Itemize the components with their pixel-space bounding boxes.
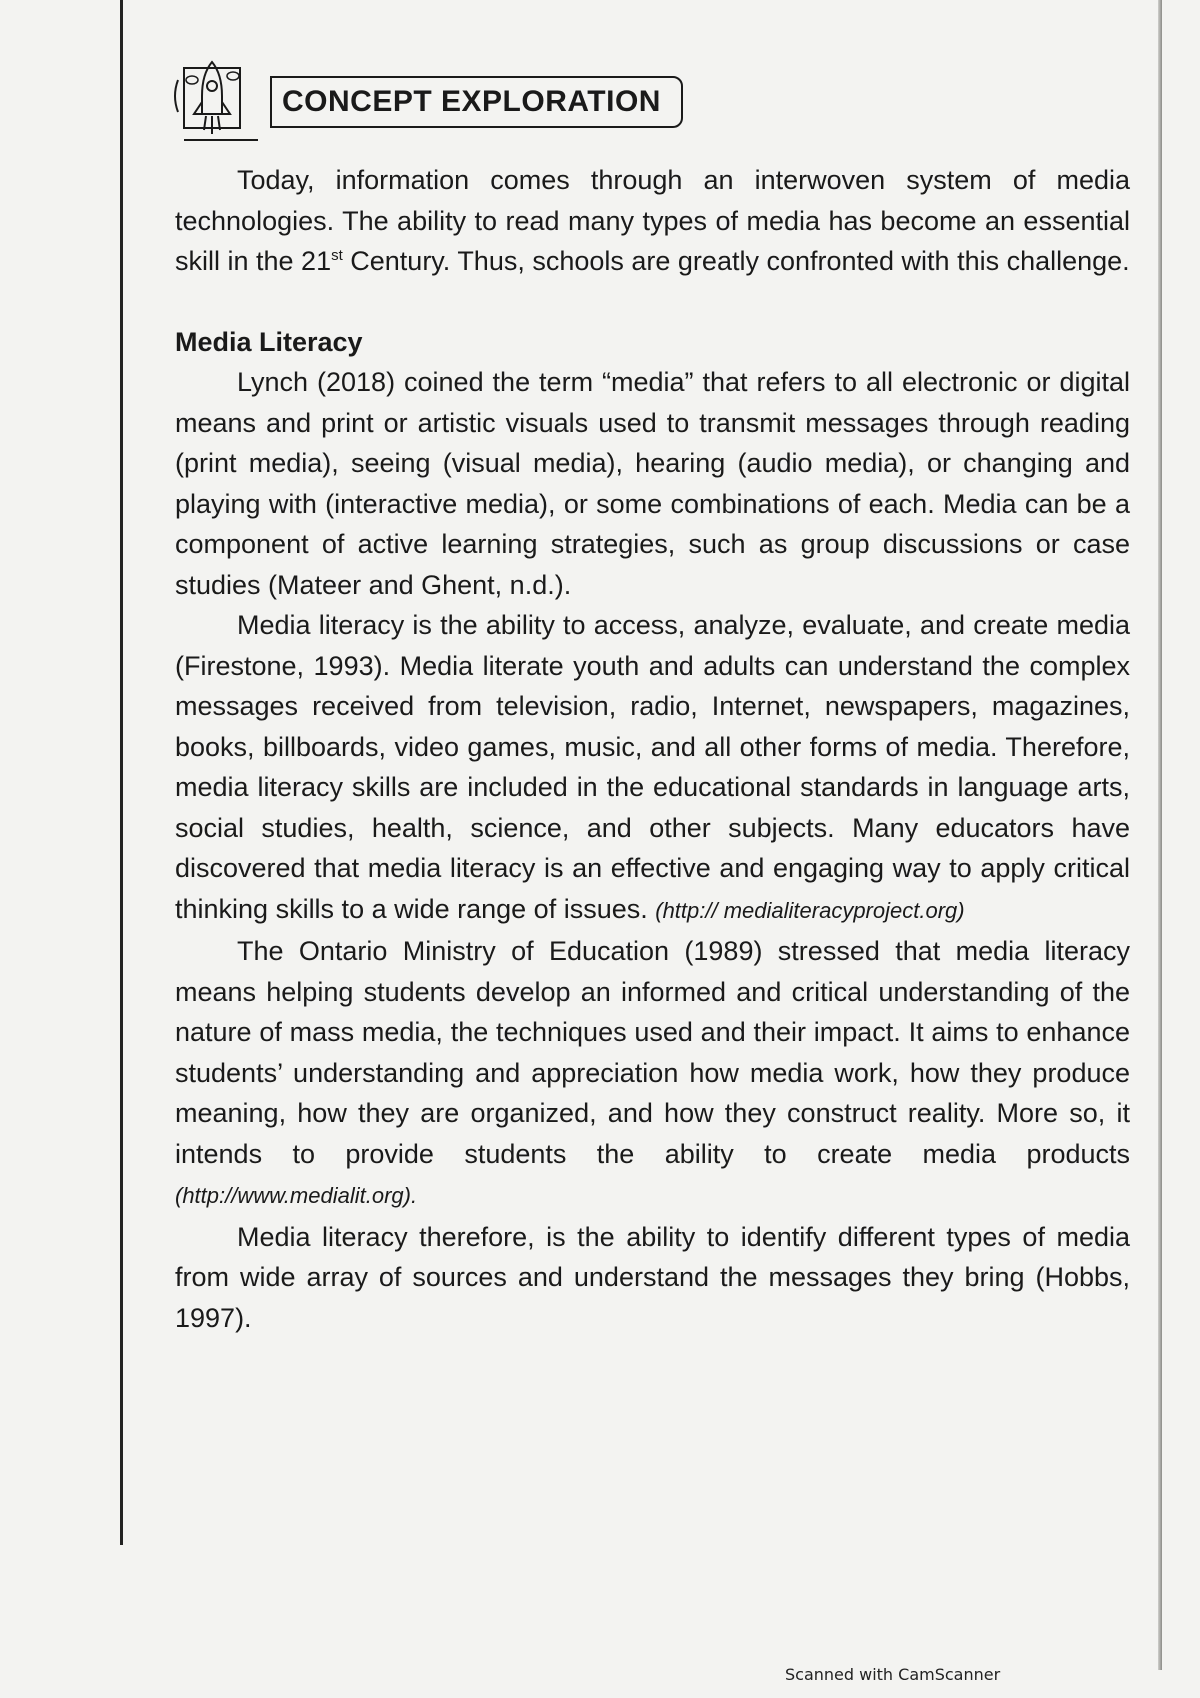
paragraph-ontario: The Ontario Ministry of Education (1989) stressed that media literacy means helping students develop an informed and critical understanding of the nature of mass media, the techniques used and their impact. It aims to enhance students’ understanding and appreciation how media work, how they produce meaning, how they are organized, and how they construct reality. More so, it intends to provide students the ability to create media products (http://www.medialit.org).: [175, 936, 1130, 1208]
scanner-watermark: Scanned with CamScanner: [785, 1665, 1001, 1684]
document-body: [175, 160, 1130, 1338]
rocket-icon: [170, 56, 262, 142]
section-title: CONCEPT EXPLORATION: [270, 76, 683, 128]
citation-link: (http:// medialiteracyproject.org): [655, 897, 965, 923]
intro-paragraph: Today, information comes through an interwoven system of media technologies. The ability to read many types of media has become an essential skill in the 21st Century. Thus, schools are greatly confronted with this challenge.: [175, 165, 1130, 276]
paragraph-firestone: Media literacy is the ability to access, analyze, evaluate, and create media (Firestone, 1993). Media literate youth and adults can understand the complex messages received from television, radio, Internet, newspapers, magazines, books, billboards, video games, music, and all other forms of media. Therefore, media literacy skills are included in the educational standards in language arts, social studies, health, science, and other subjects. Many educators have discovered that media literacy is an effective and engaging way to apply critical thinking skills to a wide range of issues. (http:// medialiteracyproject.org): [175, 610, 1130, 924]
page-edge-left: [120, 0, 123, 1545]
page-edge-right: [1158, 0, 1162, 1670]
media-literacy-heading: Media Literacy: [175, 326, 363, 357]
citation-link: (http://www.medialit.org).: [175, 1183, 418, 1208]
paragraph-lynch: Lynch (2018) coined the term “media” that refers to all electronic or digital means and print or artistic visuals used to transmit messages through reading (print media), seeing (visual media), hearing (audio media), or changing and playing with (interactive media), or some combinations of each. Media can be a component of active learning strategies, such as group discussions or case studies (Mateer and Ghent, n.d.).: [175, 367, 1130, 600]
paragraph-hobbs: Media literacy therefore, is the ability to identify different types of media from wide array of sources and understand the messages they bring (Hobbs, 1997).: [175, 1221, 1130, 1333]
section-header: [170, 56, 690, 146]
